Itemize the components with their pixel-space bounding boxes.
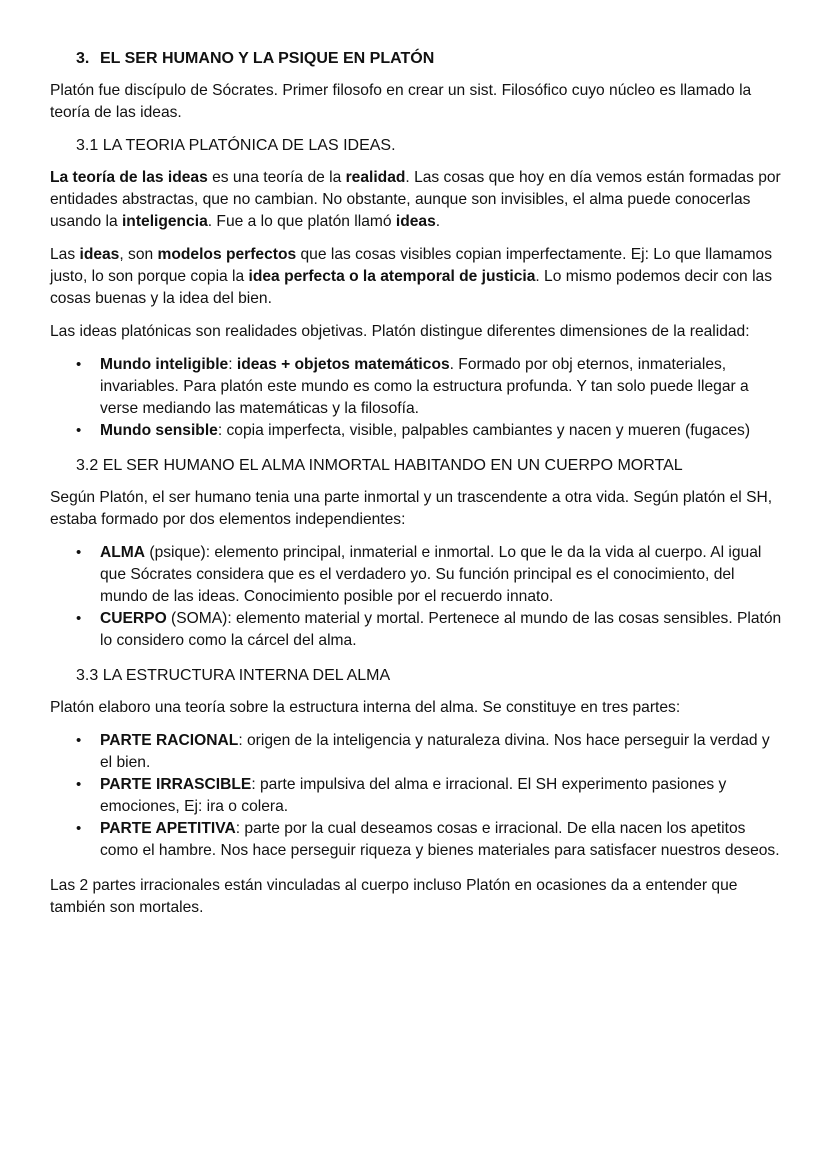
bold-text: inteligencia	[121, 213, 208, 230]
bullet-list	[50, 730, 782, 862]
text-run: es una teoría de la	[207, 169, 346, 186]
bold-text: realidad	[345, 169, 406, 186]
bold-text: PARTE APETITIVA	[100, 820, 236, 837]
list-item	[76, 542, 782, 608]
section-heading	[76, 48, 782, 70]
text-run: : parte impulsiva del alma e irracional. El SH experimento pasiones y emociones, Ej: ira o colera.	[100, 776, 727, 815]
text-run: Platón elaboro una teoría sobre la estructura interna del alma. Se constituye en tres partes:	[50, 699, 681, 716]
text-run: (psique): elemento principal, inmaterial e inmortal. Lo que le da la vida al cuerpo. Al igual que Sócrates considera que es el verdadero yo. Su función principal es el conocimiento, del mundo de las ideas. Conocimiento posible por el recuerdo innato.	[100, 544, 762, 605]
paragraph	[50, 875, 782, 919]
bullet-icon: •	[76, 820, 82, 837]
bold-text: PARTE RACIONAL	[100, 732, 239, 749]
text-run: que las cosas visibles copian imperfectamente. Ej: Lo que llamamos justo, lo son porque copia la	[50, 246, 773, 285]
bullet-icon: •	[76, 610, 82, 627]
bullet-icon: •	[76, 544, 82, 561]
bullet-icon: •	[76, 732, 82, 749]
text-run: : origen de la inteligencia y naturaleza divina. Nos hace perseguir la verdad y el bien.	[100, 732, 770, 771]
text-run: Las 2 partes irracionales están vinculadas al cuerpo incluso Platón en ocasiones da a entender que también son mortales.	[50, 877, 738, 916]
paragraph	[50, 321, 782, 343]
paragraph	[50, 487, 782, 531]
text-run: Las	[50, 246, 80, 263]
subsection-heading: 3.1 LA TEORIA PLATÓNICA DE LAS IDEAS.	[76, 137, 396, 154]
subsection-heading: 3.3 LA ESTRUCTURA INTERNA DEL ALMA	[76, 667, 391, 684]
bullet-icon: •	[76, 422, 82, 439]
bold-text: Mundo sensible	[100, 422, 218, 439]
bold-text: idea perfecta o la atemporal de justicia	[248, 268, 536, 285]
bold-text: ideas	[395, 213, 436, 230]
text-run: :	[228, 356, 237, 373]
text-run: Las ideas platónicas son realidades objetivas. Platón distingue diferentes dimensiones de la realidad:	[50, 323, 750, 340]
section-title: EL SER HUMANO Y LA PSIQUE EN PLATÓN	[100, 50, 435, 67]
paragraph	[50, 697, 782, 719]
text-run: : parte por la cual deseamos cosas e irracional. De ella nacen los apetitos como el hambre. Nos hace perseguir riqueza y bienes materiales para satisfacer nuestros deseos.	[100, 820, 780, 859]
bold-text: PARTE IRRASCIBLE	[100, 776, 252, 793]
paragraph	[50, 244, 782, 310]
bold-text: ideas	[79, 246, 120, 263]
bold-text: CUERPO	[100, 610, 167, 627]
bold-text: ALMA	[100, 544, 146, 561]
text-run: . Formado por obj eternos, inmateriales, invariables. Para platón este mundo es como la estructura profunda. Y tan solo puede llegar a verse mediando las matemáticas y la filosofía.	[100, 356, 749, 417]
bold-text: ideas + objetos matemáticos	[236, 356, 450, 373]
list-item	[76, 818, 782, 862]
text-run: : copia imperfecta, visible, palpables cambiantes y nacen y mueren (fugaces)	[217, 422, 751, 439]
paragraph	[50, 167, 782, 233]
subsection-heading: 3.2 EL SER HUMANO EL ALMA INMORTAL HABITANDO EN UN CUERPO MORTAL	[76, 457, 683, 474]
bullet-icon: •	[76, 776, 82, 793]
text-run: . Las cosas que hoy en día vemos están formadas por entidades abstractas, que no cambian. No obstante, aunque son invisibles, el alma puede conocerlas usando la	[50, 169, 781, 230]
text-run: , son	[119, 246, 158, 263]
list-item	[76, 354, 782, 420]
text-run: . Fue a lo que platón llamó	[207, 213, 396, 230]
paragraph	[50, 80, 782, 124]
text-run: (SOMA): elemento material y mortal. Pertenece al mundo de las cosas sensibles. Platón lo considero como la cárcel del alma.	[100, 610, 782, 649]
list-item	[76, 774, 782, 818]
text-run: .	[435, 213, 441, 230]
bold-text: La teoría de las ideas	[50, 169, 208, 186]
list-item	[76, 420, 782, 442]
bullet-list	[50, 354, 782, 442]
text-run: . Lo mismo podemos decir con las cosas buenas y la idea del bien.	[50, 268, 772, 307]
list-item	[76, 730, 782, 774]
document-body	[50, 80, 782, 919]
list-item	[76, 608, 782, 652]
bold-text: modelos perfectos	[157, 246, 297, 263]
text-run: Según Platón, el ser humano tenia una parte inmortal y un trascendente a otra vida. Según platón el SH, estaba formado por dos elementos independientes:	[50, 489, 773, 528]
bullet-list	[50, 542, 782, 652]
text-run: Platón fue discípulo de Sócrates. Primer filosofo en crear un sist. Filosófico cuyo núcleo es llamado la teoría de las ideas.	[50, 82, 752, 121]
bullet-icon: •	[76, 356, 82, 373]
bold-text: Mundo inteligible	[100, 356, 229, 373]
section-number: 3.	[76, 50, 90, 67]
